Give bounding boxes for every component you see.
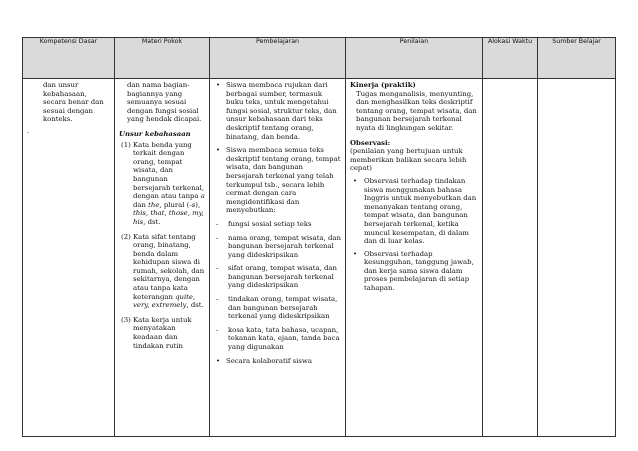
mp-subheading: Unsur kebahasaan (119, 129, 191, 138)
header-alokasi-waktu: Alokasi Waktu (483, 38, 538, 79)
mp-item-text: Kata sifat tentang orang, binatang, benda dalam kehidupan siswa di rumah, sekolah, dan sekitarnya, dengan atau tanpa kata keterangan (133, 232, 205, 301)
content-row (23, 79, 616, 437)
mp-item-number: (3) (121, 315, 131, 324)
sb-text (538, 79, 615, 436)
mp-item-text: ), (195, 200, 201, 209)
mp-item-text: , plural ( (159, 200, 190, 209)
pb-bullet-1: • Siswa membaca rujukan dari berbagai sumber, termasuk buku teks, untuk mengetahui fungsi sosial, struktur teks, dan unsur kebahasaan dari teks deskriptif tentang orang, binatang, dan benda. (214, 81, 341, 141)
pn-observasi-note: (penilaian yang bertujuan untuk memberikan balikan secara lebih cepat) (350, 147, 467, 173)
pb-dash-item: - tindakan orang, tempat wisata, dan bangunan bersejarah terkenal yang dideskripsikan (214, 295, 341, 321)
pn-kinerja-text: Tugas menganalisis, menyunting, dan menghasilkan teks deskriptif tentang orang, tempat wisata, dan bangunan bersejarah terkenal nyata di lingkungan sekitar. (356, 89, 477, 132)
syllabus-table (22, 37, 616, 437)
pb-bullet-3: • Secara kolaboratif siswa (214, 357, 341, 366)
cell-sumber-belajar (538, 79, 616, 437)
mp-item-text: , dst. (186, 301, 204, 310)
cell-materi-pokok (115, 79, 210, 437)
cell-pembelajaran (210, 79, 346, 437)
mp-item-number: (2) (121, 232, 131, 241)
mp-item-italic: the (148, 200, 160, 209)
header-sumber-belajar: Sumber Belajar (538, 38, 616, 79)
mp-list (119, 141, 205, 351)
header-kompetensi-dasar: Kompetensi Dasar (23, 38, 115, 79)
mp-item-text: dan (133, 200, 149, 209)
mp-intro: dan nama bagian-bagiannya yang semuanya sesuai dengan fungsi sosial yang hendak dicapai. (127, 81, 202, 124)
cell-alokasi-waktu (483, 79, 538, 437)
pb-dash-item: - fungsi sosial setiap teks (214, 220, 341, 229)
pb-dash-item: - sifat orang, tempat wisata, dan bangunan bersejarah terkenal yang dideskripsikan (214, 264, 341, 290)
mp-item-number: (1) (121, 140, 131, 149)
pn-observasi-heading: Observasi: (350, 138, 391, 147)
mp-item-2 (119, 233, 205, 310)
kd-marker: . (27, 127, 30, 135)
pb-dash-item: - nama orang, tempat wisata, dan bangunan bersejarah terkenal yang dideskripsikan (214, 234, 341, 260)
pb-dash-item: - kosa kata, tata bahasa, ucapan, tekanan kata, ejaan, tanda baca yang digunakan (214, 326, 341, 352)
mp-item-3 (119, 316, 205, 350)
kd-text: dan unsur kebahasaan, secara benar dan sesuai dengan konteks. (43, 81, 104, 124)
header-pembelajaran: Pembelajaran (210, 38, 346, 79)
aw-text (483, 79, 537, 436)
mp-item-italic: quite, very, extremely (133, 292, 196, 310)
pn-bullet-2: • Observasi terhadap kesungguhan, tanggung jawab, dan kerja sama siswa dalam proses pembelajaran di setiap tahapan. (350, 250, 478, 293)
mp-item-italic: a (200, 192, 205, 201)
pn-kinerja-heading: Kinerja (praktik) (350, 81, 416, 89)
mp-item-text: Kata kerja untuk menyatakan keadaan dan tindakan rutin (133, 315, 192, 350)
mp-item-italic: this, that, those, my, his (133, 209, 204, 226)
pn-bullet-1: • Observasi terhadap tindakan siswa menggunakan bahasa Inggris untuk menyebutkan dan menanyakan tentang orang, tempat wisata, dan bangunan bersejarah terkenal, ketika muncul kesempatan, di dalam dan di luar kelas. (350, 177, 478, 246)
mp-item-italic: -s (189, 200, 196, 209)
header-materi-pokok: Materi Pokok (115, 38, 210, 79)
cell-kompetensi-dasar (23, 79, 115, 437)
mp-item-text: , dst. (143, 217, 161, 226)
pb-bullet-2: • Siswa membaca semua teks deskriptif tentang orang, tempat wisata, dan bangunan bersejarah terkenal yang telah terkumpul tsb., secara lebih cermat dengan cara mengidentifikasi dan menyebutkan: (214, 146, 341, 215)
mp-item-text: Kata benda yang terkait dengan orang, tempat wisata, dan bangunan bersejarah terkenal, dengan atau tanpa (133, 140, 205, 201)
header-penilaian: Penilaian (346, 38, 483, 79)
pb-dash-list (214, 220, 341, 352)
cell-penilaian (346, 79, 483, 437)
header-row (23, 38, 616, 79)
mp-item-1 (119, 141, 205, 227)
